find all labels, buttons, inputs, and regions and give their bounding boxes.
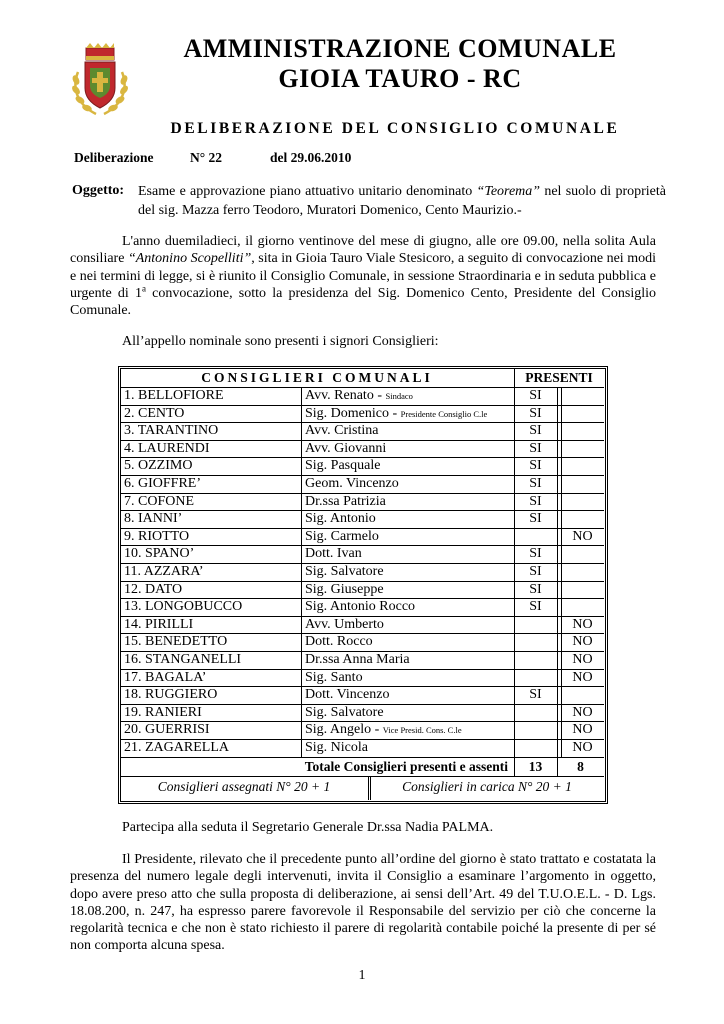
table-row-firstname: Dott. Vincenzo xyxy=(305,687,390,703)
table-row-present-si: SI xyxy=(529,388,542,403)
table-row-present-si: SI xyxy=(529,599,542,615)
table-row-number-surname: 11. AZZARA’ xyxy=(124,564,204,579)
delibera-date: del 29.06.2010 xyxy=(270,150,352,165)
table-row-number-surname: 5. OZZIMO xyxy=(124,458,193,474)
table-row-number-surname: 14. PIRILLI xyxy=(124,616,194,632)
presidente-paragraph: Il Presidente, rilevato che il precedente punto all’ordine del giorno è stato trattato e costatata la presenza del numero legale degli intervenuti, invita il Consiglio a esaminare l’argomento in oggetto, dopo avere preso atto che sulla proposta di deliberazione, ai sensi dell’Art. 49 del T.U.O.E.L. - D. Lgs. 18.08.200, n. 247, ha espresso parere favorevole il Responsabile del servizio per ciò che concerne la regolarità tecnica e che non è stato richiesto il parere di regolarità contabile poiché la presente di per sé non comporta alcuna spesa. xyxy=(70,852,656,954)
table-row-number-surname: 21. ZAGARELLA xyxy=(124,740,229,755)
table-row-role-note: Presidente Consiglio C.le xyxy=(400,408,488,419)
table-row-number-surname: 10. SPANO’ xyxy=(124,546,195,562)
table-header-presenti: PRESENTI xyxy=(525,370,593,385)
table-row-firstname: Avv. Giovanni xyxy=(305,440,387,456)
table-row-present-si: SI xyxy=(529,511,542,527)
table-row-absent-no: NO xyxy=(572,652,593,667)
delibera-label: Deliberazione xyxy=(74,150,154,165)
table-row-firstname: Sig. Salvatore xyxy=(305,704,384,720)
table-row-number-surname: 6. GIOFFRE’ xyxy=(124,476,202,491)
coat-of-arms-icon xyxy=(68,42,132,118)
table-row-firstname: Sig. Giuseppe xyxy=(305,581,384,597)
table-row-number-surname: 13. LONGOBUCCO xyxy=(124,599,243,615)
table-footer-assegnati: Consiglieri assegnati N° 20 + 1 xyxy=(157,778,331,794)
table-row-number-surname: 12. DATO xyxy=(124,581,183,597)
table-col-divider-si-no xyxy=(557,387,558,757)
segretario-paragraph: Partecipa alla seduta il Segretario Generale Dr.ssa Nadia PALMA. xyxy=(122,820,494,835)
table-row-firstname: Avv. Renato - Sindaco xyxy=(305,388,413,403)
table-row-number-surname: 20. GUERRISI xyxy=(124,722,210,738)
intro-paragraph: L'anno duemiladieci, il giorno ventinove del mese di giugno, alle ore 09.00, nella solita Aula consiliare “Antonino Scopelliti”, sita in Gioia Tauro Viale Stesicoro, a seguito di convocazione nei modi e nei termini di legge, si è riunito il Consiglio Comunale, in sessione Straordinaria e in seduta pubblica e urgente di 1$^a$ convocazione, sotto la presidenza del Sig. Domenico Cento, Presidente del Consiglio Comunale. xyxy=(70,234,657,319)
oggetto-text: Esame e approvazione piano attuativo unitario denominato “Teorema” nel suolo di proprietà del sig. Mazza ferro Teodoro, Muratori Domenico, Cento Maurizio.- xyxy=(138,184,666,218)
table-footer-in-carica: Consiglieri in carica N° 20 + 1 xyxy=(402,778,572,794)
table-row-present-si: SI xyxy=(529,458,542,474)
table-row-firstname: Sig. Nicola xyxy=(305,740,368,755)
table-col-divider-name xyxy=(301,387,302,757)
table-row-firstname: Sig. Antonio Rocco xyxy=(305,599,416,615)
table-row-number-surname: 16. STANGANELLI xyxy=(124,652,242,667)
table-row-number-surname: 19. RANIERI xyxy=(124,704,202,720)
table-row-number-surname: 2. CENTO xyxy=(124,405,185,421)
table-row-present-si: SI xyxy=(529,546,542,562)
table-row-number-surname: 7. COFONE xyxy=(124,493,195,509)
table-row-number-surname: 18. RUGGIERO xyxy=(124,687,218,703)
table-row-present-si: SI xyxy=(529,405,542,421)
table-row-present-si: SI xyxy=(529,476,542,491)
table-row-present-si: SI xyxy=(529,423,542,439)
table-row-absent-no: NO xyxy=(572,616,593,632)
table-total-bottom xyxy=(120,776,604,777)
table-row-firstname: Sig. Salvatore xyxy=(305,564,384,579)
table-row-firstname: Dr.ssa Patrizia xyxy=(305,493,386,509)
table-total-absent: 8 xyxy=(577,758,584,774)
table-row-absent-no: NO xyxy=(572,704,593,720)
table-row-firstname: Avv. Cristina xyxy=(305,423,379,439)
table-row-number-surname: 17. BAGALA’ xyxy=(124,669,207,685)
oggetto-label: Oggetto: xyxy=(72,183,125,198)
table-row-present-si: SI xyxy=(529,581,542,597)
table-total-label: Totale Consiglieri presenti e assenti xyxy=(304,758,508,774)
page-title-line2: GIOIA TAURO - RC xyxy=(278,64,522,93)
table-row-present-si: SI xyxy=(529,564,542,579)
page-number: 1 xyxy=(358,968,366,983)
table-row-absent-no: NO xyxy=(572,740,593,755)
table-row-firstname: Sig. Antonio xyxy=(305,511,376,527)
table-row-role-note: Sindaco xyxy=(385,391,413,401)
table-row-firstname: Dott. Ivan xyxy=(305,546,362,562)
table-row-absent-no: NO xyxy=(572,528,593,544)
appello-paragraph: All’appello nominale sono presenti i signori Consiglieri: xyxy=(122,334,439,349)
table-row-firstname: Sig. Domenico - Presidente Consiglio C.le xyxy=(305,405,488,421)
table-row-absent-no: NO xyxy=(572,634,593,650)
table-row-number-surname: 3. TARANTINO xyxy=(124,423,219,439)
table-footer-divider xyxy=(368,777,369,800)
document-subtitle: DELIBERAZIONE DEL CONSIGLIO COMUNALE xyxy=(170,120,620,137)
table-row-firstname: Dott. Rocco xyxy=(305,634,373,650)
table-row-firstname: Avv. Umberto xyxy=(305,616,384,632)
table-row-firstname: Dr.ssa Anna Maria xyxy=(305,652,410,667)
table-header-consiglieri: CONSIGLIERI COMUNALI xyxy=(201,370,433,385)
table-row-present-si: SI xyxy=(529,493,542,509)
page-title-line1: AMMINISTRAZIONE COMUNALE xyxy=(183,34,617,63)
table-row-firstname: Sig. Angelo - Vice Presid. Cons. C.le xyxy=(305,722,462,738)
table-row-number-surname: 8. IANNI’ xyxy=(124,511,183,527)
table-row-absent-no: NO xyxy=(572,669,593,685)
delibera-number: N° 22 xyxy=(190,150,223,165)
table-total-present: 13 xyxy=(528,758,543,774)
table-col-divider-no xyxy=(561,387,562,757)
table-row-firstname: Sig. Santo xyxy=(305,669,363,685)
table-row-present-si: SI xyxy=(529,687,542,703)
table-row-role-note: Vice Presid. Cons. C.le xyxy=(382,725,462,736)
table-row-number-surname: 1. BELLOFIORE xyxy=(124,388,224,403)
table-row-number-surname: 15. BENEDETTO xyxy=(124,634,228,650)
table-row-number-surname: 9. RIOTTO xyxy=(124,528,190,544)
table-row-firstname: Sig. Pasquale xyxy=(305,458,381,474)
table-row-present-si: SI xyxy=(529,440,542,456)
table-row-firstname: Sig. Carmelo xyxy=(305,528,379,544)
table-row-number-surname: 4. LAURENDI xyxy=(124,440,210,456)
table-row-firstname: Geom. Vincenzo xyxy=(305,476,399,491)
table-row-absent-no: NO xyxy=(572,722,593,738)
